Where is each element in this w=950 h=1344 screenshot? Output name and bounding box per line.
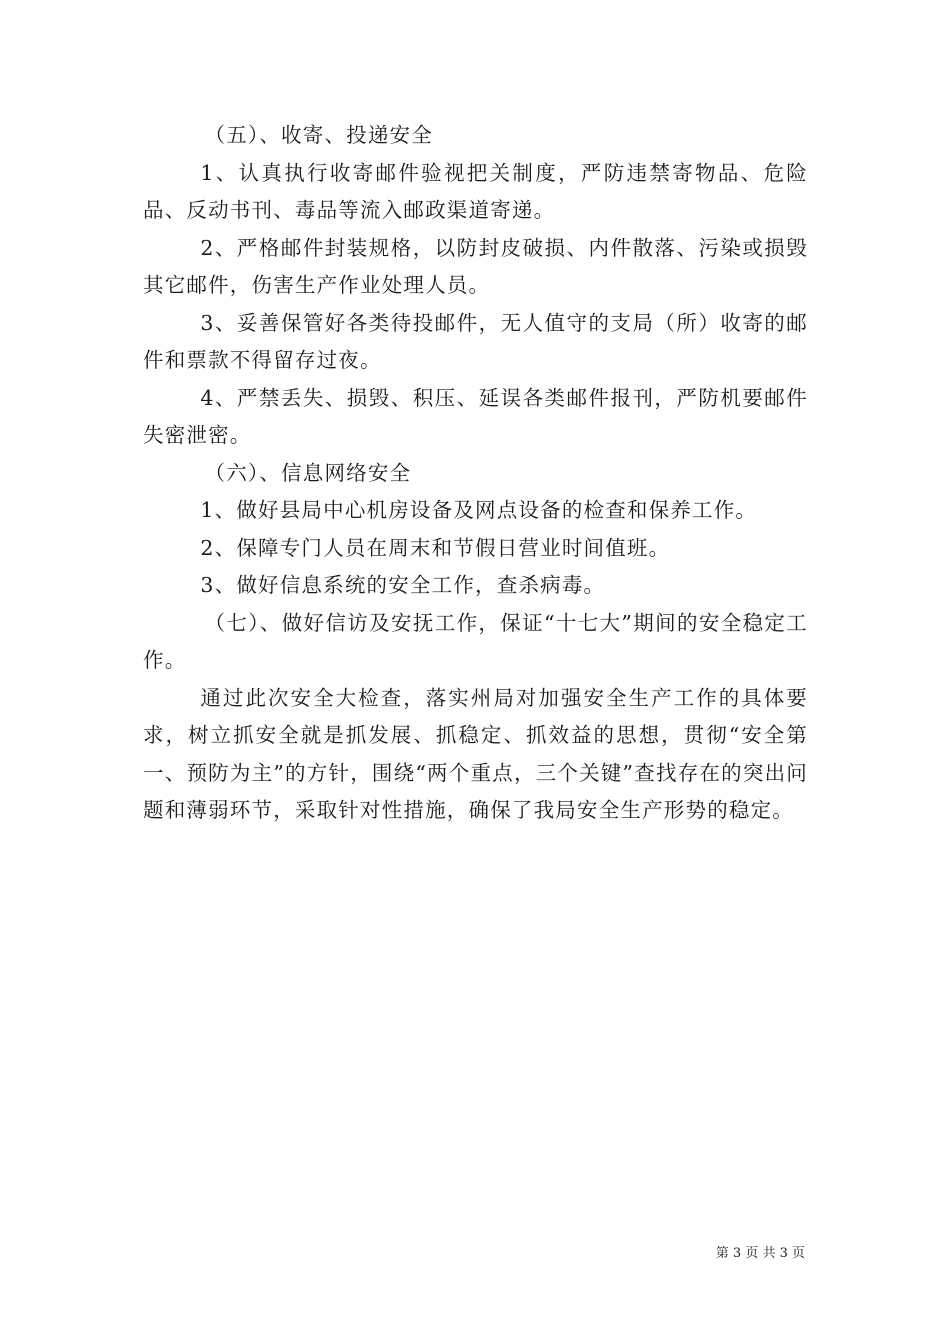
page-number-footer: 第 3 页 共 3 页 [715,1246,805,1261]
section-heading-6: （六）、信息网络安全 [204,460,412,485]
paragraph-5-1: 1、认真执行收寄邮件验视把关制度，严防违禁寄物品、危险品、反动书刊、毒品等流入邮政渠道寄递。 [143,160,808,222]
paragraph-6-2: 2、保障专门人员在周末和节假日营业时间值班。 [200,535,671,560]
section-heading-5: （五）、收寄、投递安全 [204,123,433,147]
paragraph-6-1: 1、做好县局中心机房设备及网点设备的检查和保养工作。 [200,498,758,522]
section-heading-7: （七）、做好信访及安抚工作，保证“十七大”期间的安全稳定工作。 [143,610,808,672]
paragraph-5-4: 4、严禁丢失、损毁、积压、延误各类邮件报刊，严防机要邮件失密泄密。 [143,385,808,447]
paragraph-6-3: 3、做好信息系统的安全工作，查杀病毒。 [200,573,606,597]
document-body [143,117,808,830]
paragraph-5-2: 2、严格邮件封装规格，以防封皮破损、内件散落、污染或损毁其它邮件，伤害生产作业处理人员。 [143,235,808,297]
concluding-paragraph: 通过此次安全大检查，落实州局对加强安全生产工作的具体要求，树立抓安全就是抓发展、抓稳定、抓效益的思想，贯彻“安全第一、预防为主”的方针，围绕“两个重点，三个关键”查找存在的突出问题和薄弱环节，采取针对性措施，确保了我局安全生产形势的稳定。 [143,685,808,822]
paragraph-5-3: 3、妥善保管好各类待投邮件，无人值守的支局（所）收寄的邮件和票款不得留存过夜。 [143,310,808,372]
